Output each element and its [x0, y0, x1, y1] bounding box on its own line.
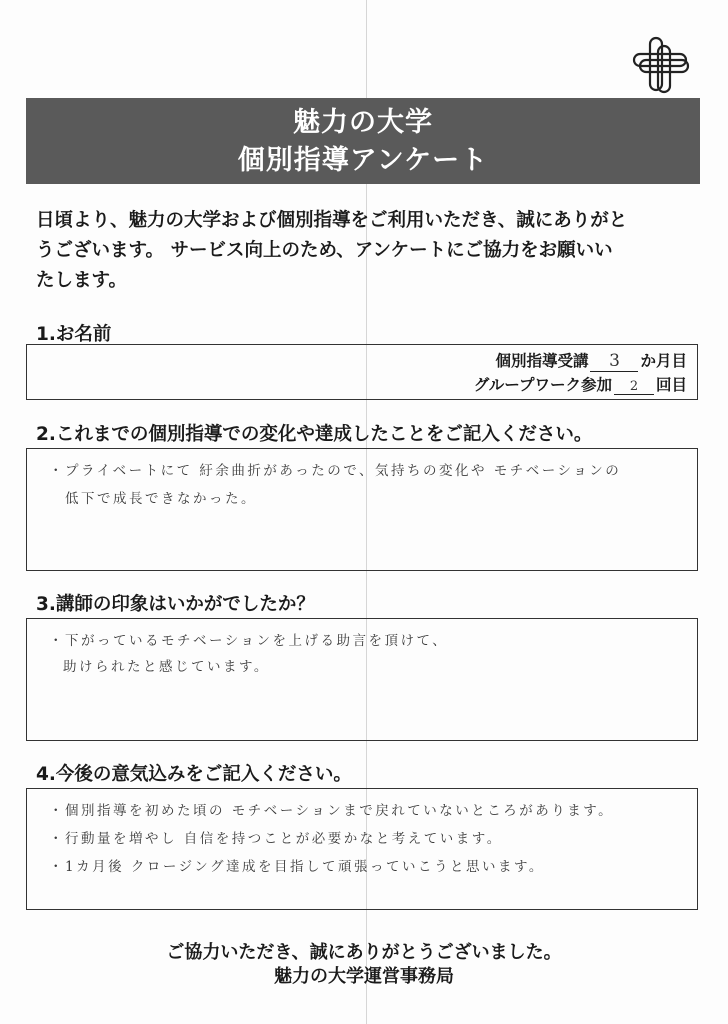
- months-label: 個別指導受講: [495, 352, 589, 370]
- footer-office: 魅力の大学運営事務局: [274, 966, 454, 987]
- handwritten-answer-line: ・個別指導を初めた頃の モチベーションまで戻れていないところがあります。: [49, 803, 615, 819]
- intro-line: うございます。 サービス向上のため、アンケートにご協力をお願いい: [36, 240, 613, 261]
- months-unit: か月目: [640, 352, 687, 370]
- group-work-row: [474, 373, 687, 395]
- q2-answer-box: [26, 448, 698, 571]
- months-value: 3: [590, 351, 638, 372]
- months-attended-row: [495, 349, 687, 372]
- footer-thanks: ご協力いただき、誠にありがとうございました。: [166, 942, 562, 963]
- q2-heading: 2.これまでの個別指導での変化や達成したことをご記入ください。: [36, 424, 593, 445]
- group-unit: 回目: [655, 376, 687, 394]
- name-answer-box: [26, 344, 698, 400]
- q3-heading: 3.講師の印象はいかがでしたか？: [36, 594, 315, 615]
- q4-heading: 4.今後の意気込みをご記入ください。: [36, 764, 352, 785]
- q3-answer-box: [26, 618, 698, 741]
- intro-paragraph: [36, 206, 696, 296]
- group-label: グループワーク参加: [473, 376, 612, 394]
- q4-answer-box: [26, 788, 698, 910]
- title-university: 魅力の大学: [293, 107, 433, 138]
- handwritten-answer-line: ・行動量を増やし 自信を持つことが必要かなと考えています。: [49, 831, 503, 847]
- q1-heading: 1.お名前: [36, 324, 112, 345]
- handwritten-answer-line: ・下がっているモチベーションを上げる助言を頂けて、: [49, 633, 449, 649]
- cross-logo-icon: [630, 34, 692, 96]
- title-survey: 個別指導アンケート: [237, 145, 489, 176]
- handwritten-answer-line: ・プライベートにて 紆余曲折があったので、気持ちの変化や モチベーションの: [49, 463, 622, 479]
- handwritten-answer-line: ・1カ月後 クロージング達成を目指して頑張っていこうと思います。: [49, 859, 545, 875]
- intro-line: 日頃より、魅力の大学および個別指導をご利用いただき、誠にありがと: [36, 210, 628, 231]
- handwritten-answer-line: 低下で成長できなかった。: [65, 491, 257, 507]
- title-banner: [26, 98, 700, 184]
- group-value: 2: [614, 379, 654, 395]
- handwritten-answer-line: 助けられたと感じています。: [63, 659, 270, 675]
- intro-line: たします。: [36, 270, 128, 291]
